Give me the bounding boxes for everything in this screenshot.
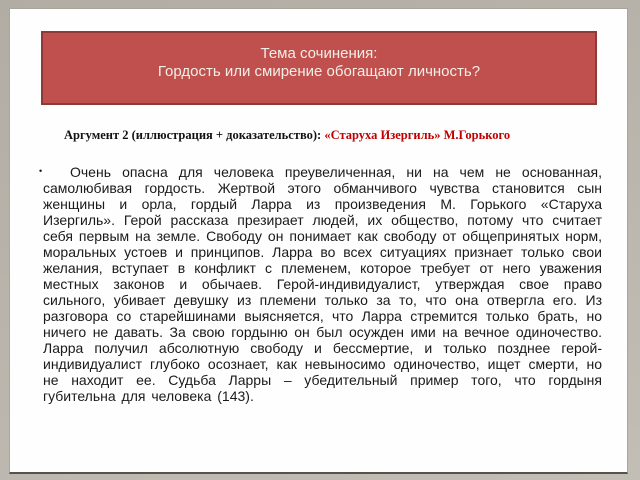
slide-page bbox=[9, 8, 628, 474]
argument-block bbox=[39, 113, 602, 404]
topic-title-line2: Гордость или смирение обогащают личность? bbox=[157, 62, 481, 80]
argument-work-title: «Старуха Изергиль» М.Горького bbox=[324, 128, 511, 142]
argument-paragraph bbox=[39, 164, 602, 404]
argument-body-text: Очень опасна для человека преувеличенная, ни на чем не основанная, самолюбивая гордость. Жертвой этого обманчивого чувства становится сын женщины и орла, гордый Ларра из произведения М. Горького «Старуха Изергиль». Герой рассказа презирает людей, их общество, потому что считает себя первым на земле. Свободу он понимает как свободу от общепринятых норм, моральных устоев и принципов. Ларра во всех ситуациях признает только свои желания, вступает в конфликт с племенем, которое требует от него уважения местных законов и обычаев. Герой-индивидуалист, утверждая свое право сильного, убивает девушку из племени только за то, что она отвергла его. Из разговора со старейшинами выясняется, что Ларра стремится только брать, но ничего не давать. За свою гордыню он был осужден ими на вечное одиночество. Ларра получил абсолютную свободу и бессмертие, и только позднее герой-индивидуалист глубоко осознает, как невыносимо одиночество, ищет смерти, но не находит ее. Судьба Ларры – убедительный пример того, что гордыня губительна для человека (143). bbox=[43, 164, 602, 404]
topic-banner bbox=[41, 31, 597, 105]
bullet-marker-icon: • bbox=[39, 166, 43, 176]
topic-title-line1: Тема сочинения: bbox=[260, 45, 378, 62]
argument-label: Аргумент 2 (иллюстрация + доказательство): bbox=[64, 128, 325, 142]
argument-heading bbox=[39, 113, 602, 158]
